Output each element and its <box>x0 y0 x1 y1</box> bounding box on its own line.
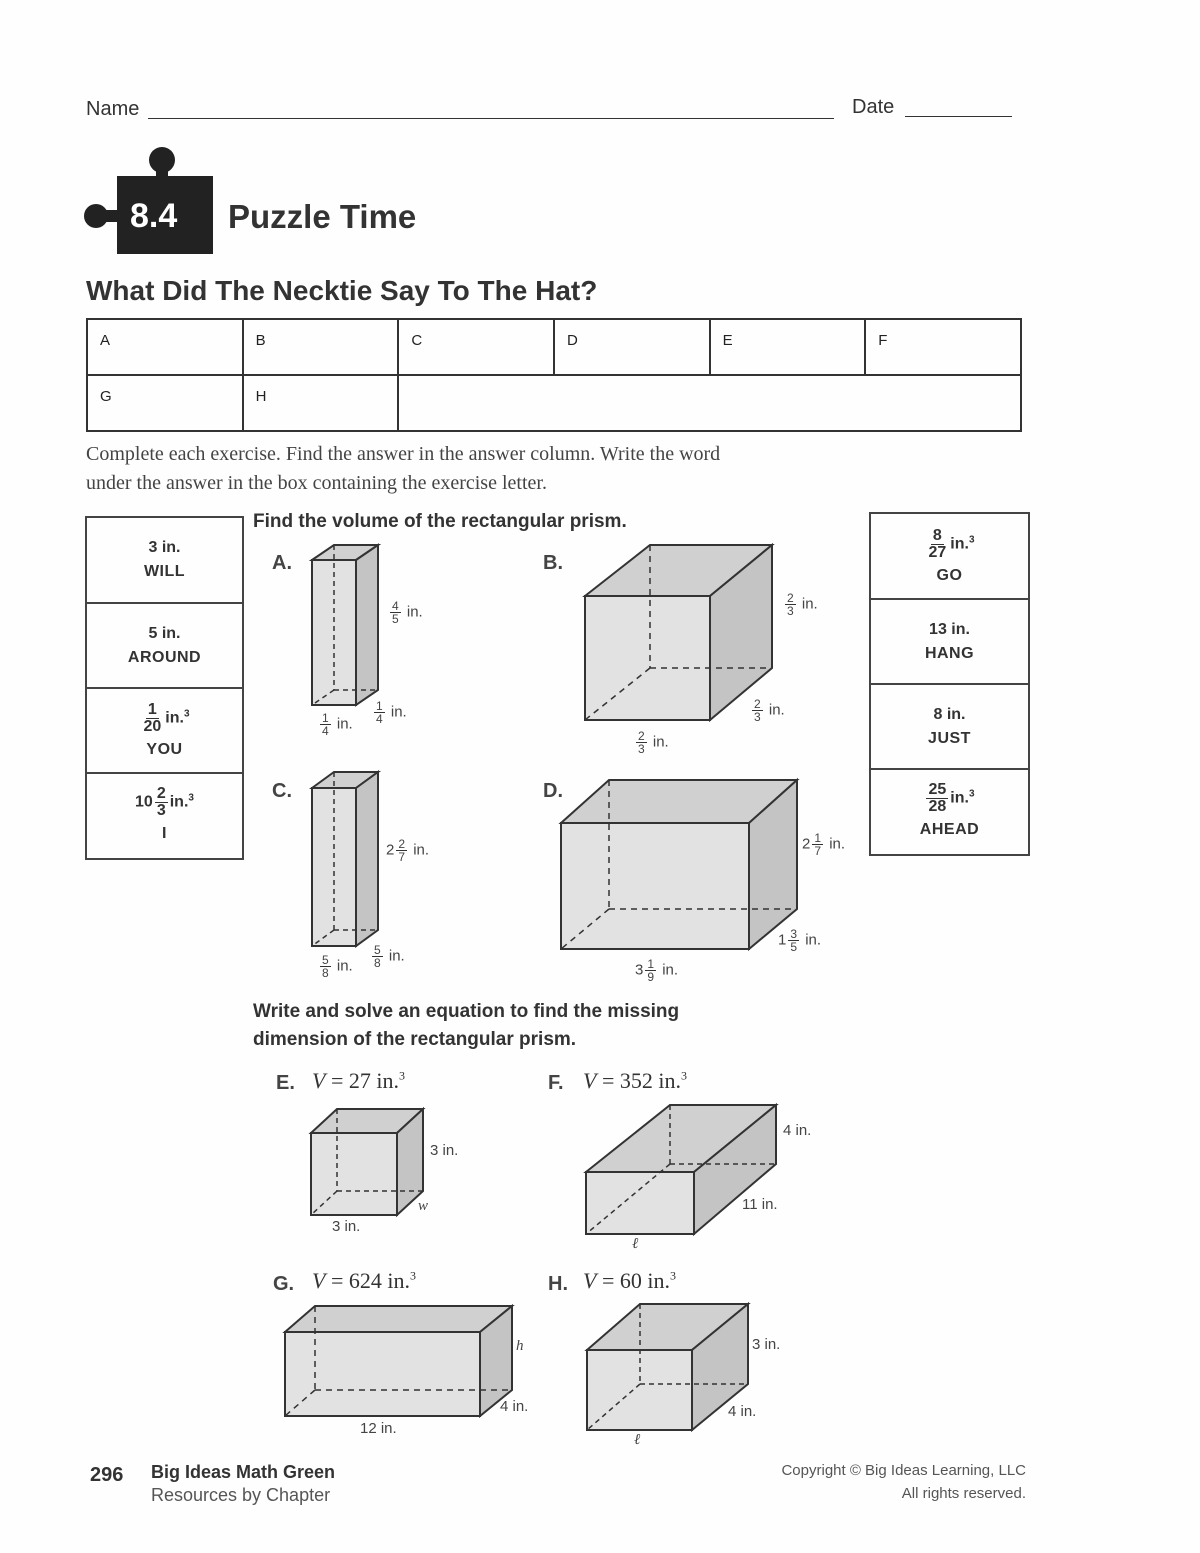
prism-a-width-label: $\frac{1}{4}$ in. <box>322 711 353 738</box>
prism-a <box>300 540 390 720</box>
prism-b-height-label: $\frac{2}{3}$ in. <box>787 591 818 618</box>
section-number: 8.4 <box>130 197 178 235</box>
answer-option: 5 in. AROUND <box>87 604 242 689</box>
prism-e <box>305 1105 435 1220</box>
prism-c-width-label: $\frac{5}{8}$ in. <box>322 953 353 980</box>
answer-option: 8 in. JUST <box>871 685 1028 770</box>
date-label: Date <box>852 96 895 118</box>
exercise-f-letter: F. <box>548 1072 564 1094</box>
prism-e-height-label: 3 in. <box>430 1142 459 1159</box>
exercise-h-equation: V = 60 in.$^3$ <box>583 1268 676 1293</box>
grid-cell-b[interactable]: B <box>243 319 399 375</box>
prism-e-depth-label: w <box>418 1198 429 1214</box>
prism-h <box>582 1300 752 1435</box>
prism-f-height-label: 4 in. <box>783 1122 812 1139</box>
name-field[interactable] <box>148 100 834 119</box>
prism-h-depth-label: 4 in. <box>728 1403 757 1420</box>
exercise-f-equation: V = 352 in.$^3$ <box>583 1068 687 1093</box>
left-answer-column <box>85 516 244 860</box>
exercise-d-letter: D. <box>543 780 563 802</box>
grid-cell-c[interactable]: C <box>398 319 554 375</box>
exercise-b-letter: B. <box>543 552 563 574</box>
instructions: Complete each exercise. Find the answer in the answer column. Write the word under the answer in the box containing the exercise letter. <box>86 443 721 494</box>
book-title: Big Ideas Math Green <box>151 1462 336 1482</box>
prism-b-depth-label: $\frac{2}{3}$ in. <box>754 697 785 724</box>
prism-e-width-label: 3 in. <box>332 1218 361 1235</box>
grid-cell-d[interactable]: D <box>554 319 710 375</box>
exercise-e-equation: V = 27 in.$^3$ <box>312 1068 405 1093</box>
page-title: Puzzle Time <box>228 198 417 235</box>
section1-heading: Find the volume of the rectangular prism. <box>253 511 627 532</box>
prism-g-width-label: 12 in. <box>360 1420 397 1437</box>
riddle-question: What Did The Necktie Say To The Hat? <box>86 275 598 306</box>
grid-blank <box>398 375 1021 431</box>
prism-d-width-label: 3 $\frac{1}{9}$ in. <box>635 957 679 984</box>
prism-d-depth-label: 1 $\frac{3}{5}$ in. <box>778 927 822 954</box>
prism-h-width-label: ℓ <box>634 1432 641 1448</box>
prism-f <box>580 1100 785 1240</box>
exercise-a-letter: A. <box>272 552 292 574</box>
prism-h-height-label: 3 in. <box>752 1336 781 1353</box>
grid-cell-g[interactable]: G <box>87 375 243 431</box>
page-number: 296 <box>90 1464 124 1486</box>
grid-cell-f[interactable]: F <box>865 319 1021 375</box>
name-label: Name <box>86 98 140 120</box>
prism-b-width-label: $\frac{2}{3}$ in. <box>638 729 669 756</box>
prism-g-height-label: h <box>516 1338 524 1354</box>
grid-cell-a[interactable]: A <box>87 319 243 375</box>
exercise-c-letter: C. <box>272 780 292 802</box>
exercise-g-equation: V = 624 in.$^3$ <box>312 1268 416 1293</box>
prism-d <box>555 775 805 955</box>
answer-option: 3 in. WILL <box>87 518 242 604</box>
answer-option: 13 in. HANG <box>871 600 1028 685</box>
answer-grid <box>86 318 1022 432</box>
date-field[interactable] <box>905 100 1012 117</box>
prism-a-height-label: $\frac{4}{5}$ in. <box>392 599 423 626</box>
answer-option: $\frac{1}{20}$ in.$^3$ YOU <box>87 689 242 774</box>
prism-d-height-label: 2 $\frac{1}{7}$ in. <box>802 831 846 858</box>
prism-f-depth-label: 11 in. <box>742 1196 778 1213</box>
grid-cell-e[interactable]: E <box>710 319 866 375</box>
copyright: Copyright © Big Ideas Learning, LLC All rights reserved. <box>781 1462 1026 1502</box>
exercise-e-letter: E. <box>276 1072 295 1094</box>
exercise-g-letter: G. <box>273 1273 295 1295</box>
exercise-h-letter: H. <box>548 1273 568 1295</box>
answer-option: $\frac{8}{27}$ in.$^3$ GO <box>871 514 1028 600</box>
prism-c <box>300 768 390 958</box>
prism-g-depth-label: 4 in. <box>500 1398 529 1415</box>
prism-a-depth-label: $\frac{1}{4}$ in. <box>376 699 407 726</box>
prism-c-height-label: 2 $\frac{2}{7}$ in. <box>386 837 430 864</box>
answer-option: 10 $\frac{2}{3}$ in.$^3$ I <box>135 784 194 842</box>
prism-f-width-label: ℓ <box>632 1236 639 1252</box>
prism-g <box>280 1302 520 1422</box>
grid-cell-h[interactable]: H <box>243 375 399 431</box>
right-answer-column <box>869 512 1030 856</box>
answer-option: $\frac{25}{28}$ in.$^3$ AHEAD <box>919 780 980 838</box>
section2-heading: Write and solve an equation to find the missing dimension of the rectangular prism. <box>253 1001 680 1050</box>
prism-c-depth-label: $\frac{5}{8}$ in. <box>374 943 405 970</box>
book-subtitle: Resources by Chapter <box>151 1485 331 1505</box>
